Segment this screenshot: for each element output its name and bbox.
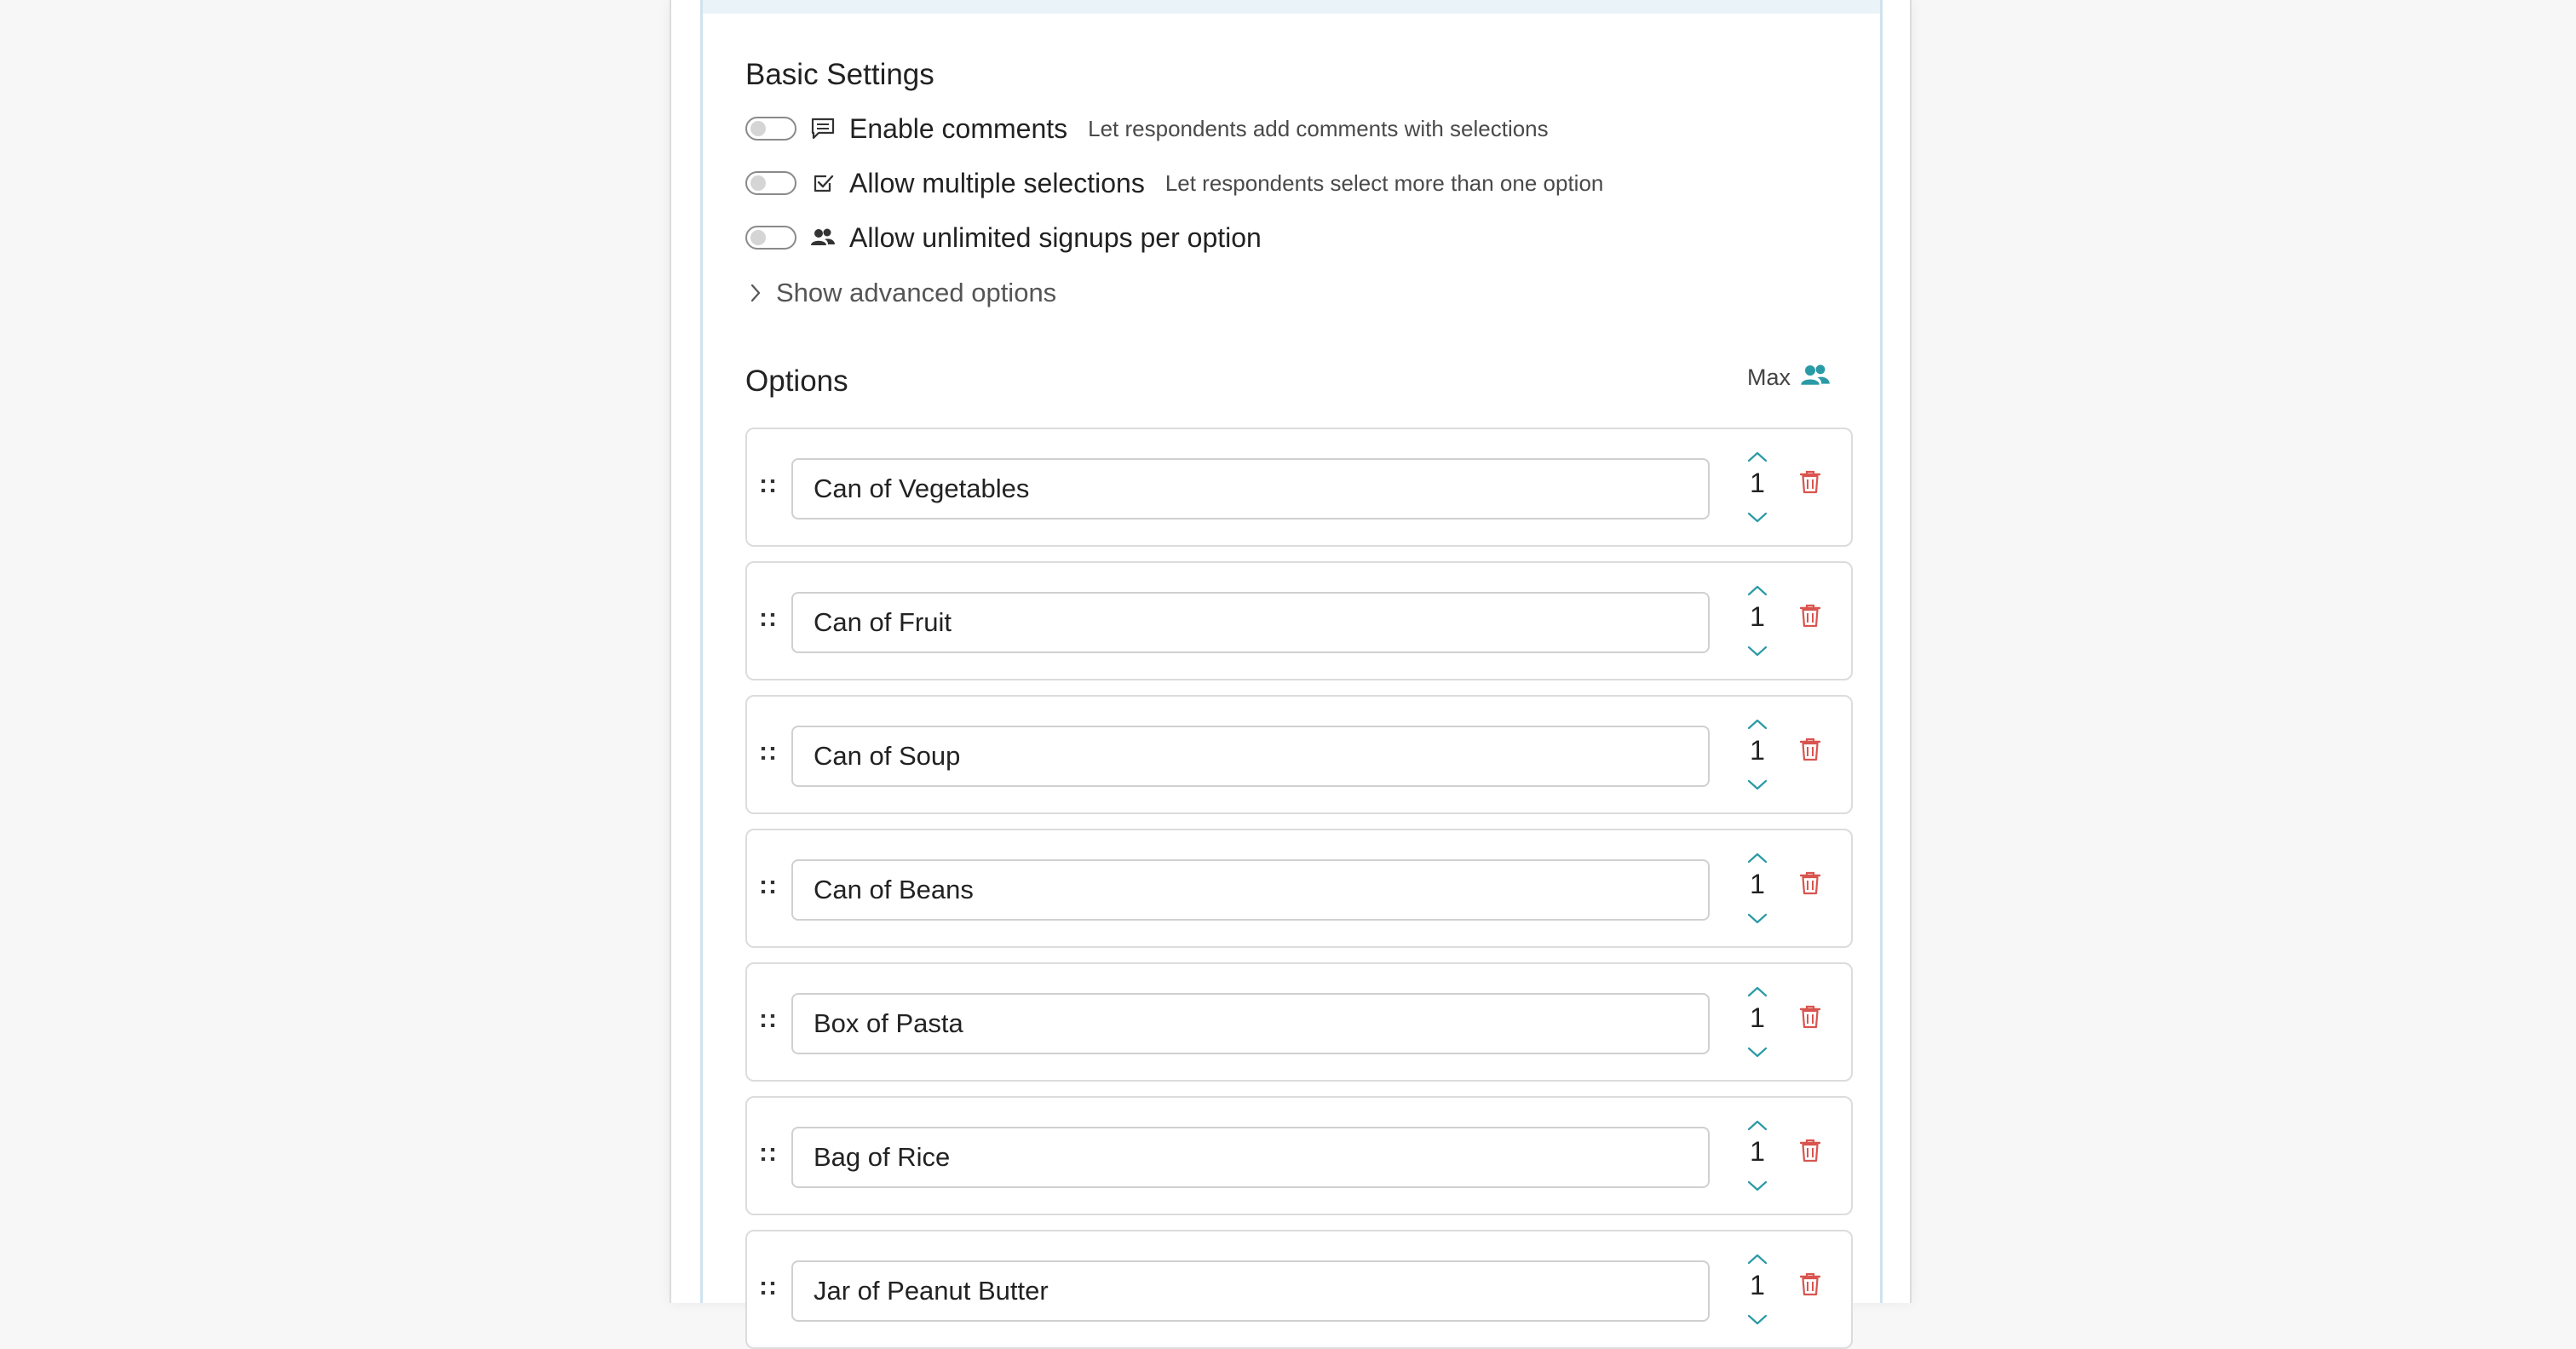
max-value[interactable]: 1 bbox=[1750, 735, 1765, 766]
option-row bbox=[745, 1096, 1853, 1215]
option-row bbox=[745, 561, 1853, 680]
setting-allow-multiple-selections bbox=[745, 164, 1603, 202]
trash-icon[interactable] bbox=[1797, 734, 1824, 765]
trash-icon[interactable] bbox=[1797, 1135, 1824, 1166]
chevron-up-icon[interactable] bbox=[1740, 712, 1774, 736]
max-value[interactable]: 1 bbox=[1750, 1136, 1765, 1167]
option-row bbox=[745, 962, 1853, 1082]
setting-unlimited-signups bbox=[745, 219, 1262, 256]
unlimited-signups-toggle[interactable] bbox=[745, 226, 796, 250]
setting-description: Let respondents select more than one option bbox=[1164, 169, 1604, 196]
show-advanced-options-link[interactable] bbox=[745, 274, 1056, 312]
basic-settings-title: Basic Settings bbox=[745, 58, 934, 91]
max-value[interactable]: 1 bbox=[1750, 869, 1765, 899]
panel-header-strip bbox=[703, 0, 1880, 14]
chevron-right-icon bbox=[745, 280, 766, 306]
max-stepper bbox=[1739, 1247, 1776, 1340]
toggle-knob bbox=[750, 121, 766, 136]
setting-label: Enable comments bbox=[849, 112, 1068, 144]
setting-description: Let respondents add comments with selections bbox=[1088, 115, 1549, 141]
users-icon bbox=[1800, 361, 1831, 392]
option-text-input[interactable] bbox=[791, 993, 1710, 1054]
option-text-input[interactable] bbox=[791, 458, 1710, 520]
toggle-knob bbox=[750, 175, 766, 191]
option-row bbox=[745, 428, 1853, 547]
trash-icon[interactable] bbox=[1797, 467, 1824, 497]
comment-icon bbox=[810, 116, 836, 141]
max-column-label: Max bbox=[1747, 365, 1791, 390]
chevron-down-icon[interactable] bbox=[1740, 773, 1774, 797]
max-stepper bbox=[1739, 846, 1776, 939]
max-stepper bbox=[1739, 712, 1776, 806]
setting-enable-comments bbox=[745, 110, 1549, 147]
max-value[interactable]: 1 bbox=[1750, 468, 1765, 498]
option-text-input[interactable] bbox=[791, 1260, 1710, 1322]
drag-handle-icon[interactable]: :: bbox=[759, 604, 778, 632]
drag-handle-icon[interactable]: :: bbox=[759, 470, 778, 498]
option-row bbox=[745, 695, 1853, 814]
setting-label: Allow multiple selections bbox=[849, 167, 1145, 198]
chevron-up-icon[interactable] bbox=[1740, 1247, 1774, 1271]
drag-handle-icon[interactable]: :: bbox=[759, 738, 778, 766]
chevron-up-icon[interactable] bbox=[1740, 578, 1774, 602]
toggle-knob bbox=[750, 230, 766, 245]
chevron-up-icon[interactable] bbox=[1740, 1113, 1774, 1137]
page-container bbox=[670, 0, 1912, 1303]
chevron-up-icon[interactable] bbox=[1740, 979, 1774, 1003]
chevron-up-icon[interactable] bbox=[1740, 846, 1774, 870]
enable-comments-toggle[interactable] bbox=[745, 117, 796, 141]
drag-handle-icon[interactable]: :: bbox=[759, 1272, 778, 1300]
checkbox-icon bbox=[810, 170, 836, 196]
chevron-down-icon[interactable] bbox=[1740, 506, 1774, 530]
max-stepper bbox=[1739, 445, 1776, 538]
chevron-down-icon[interactable] bbox=[1740, 1041, 1774, 1065]
form-panel bbox=[700, 0, 1883, 1303]
drag-handle-icon[interactable]: :: bbox=[759, 1139, 778, 1167]
max-stepper bbox=[1739, 578, 1776, 672]
show-advanced-options-label: Show advanced options bbox=[776, 278, 1057, 307]
chevron-down-icon[interactable] bbox=[1740, 640, 1774, 663]
option-row bbox=[745, 829, 1853, 948]
max-value[interactable]: 1 bbox=[1750, 1002, 1765, 1033]
chevron-down-icon[interactable] bbox=[1740, 907, 1774, 931]
trash-icon[interactable] bbox=[1797, 1002, 1824, 1032]
option-text-input[interactable] bbox=[791, 859, 1710, 921]
setting-label: Allow unlimited signups per option bbox=[849, 221, 1262, 253]
option-text-input[interactable] bbox=[791, 726, 1710, 787]
option-row bbox=[745, 1230, 1853, 1349]
option-text-input[interactable] bbox=[791, 592, 1710, 653]
drag-handle-icon[interactable]: :: bbox=[759, 1005, 778, 1033]
chevron-down-icon[interactable] bbox=[1740, 1174, 1774, 1198]
chevron-down-icon[interactable] bbox=[1740, 1308, 1774, 1332]
max-stepper bbox=[1739, 979, 1776, 1073]
max-value[interactable]: 1 bbox=[1750, 601, 1765, 632]
trash-icon[interactable] bbox=[1797, 868, 1824, 898]
trash-icon[interactable] bbox=[1797, 1269, 1824, 1300]
users-icon bbox=[810, 225, 836, 250]
options-title: Options bbox=[745, 365, 848, 398]
drag-handle-icon[interactable]: :: bbox=[759, 871, 778, 899]
chevron-up-icon[interactable] bbox=[1740, 445, 1774, 468]
option-text-input[interactable] bbox=[791, 1127, 1710, 1188]
trash-icon[interactable] bbox=[1797, 600, 1824, 631]
max-value[interactable]: 1 bbox=[1750, 1270, 1765, 1300]
allow-multiple-selections-toggle[interactable] bbox=[745, 171, 796, 195]
max-stepper bbox=[1739, 1113, 1776, 1207]
